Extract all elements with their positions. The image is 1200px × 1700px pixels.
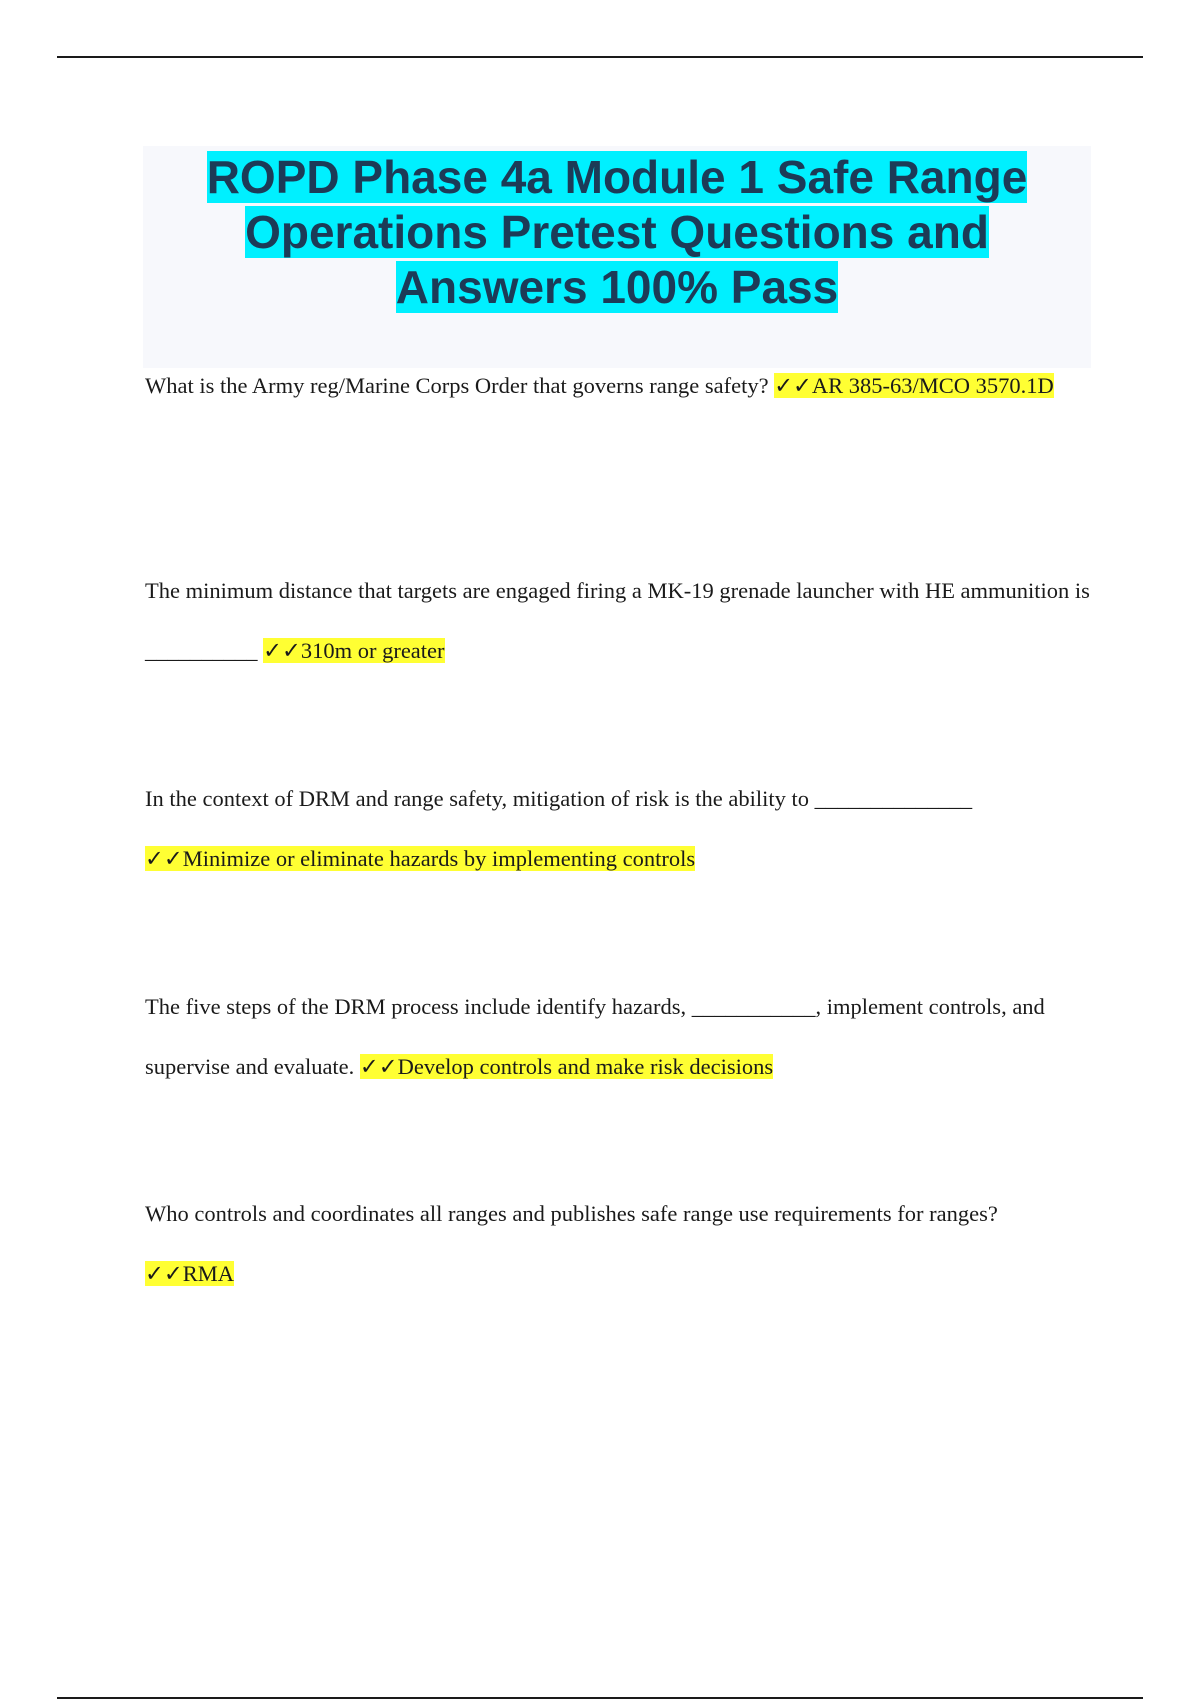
question-text: Who controls and coordinates all ranges and publishes safe range use requirements for ranges? xyxy=(145,1201,998,1226)
answer-highlight: ✓✓AR 385-63/MCO 3570.1D xyxy=(774,373,1054,398)
question-text: In the context of DRM and range safety, mitigation of risk is the ability to ______________ xyxy=(145,786,973,811)
answer-highlight: ✓✓Minimize or eliminate hazards by implementing controls xyxy=(145,846,696,871)
qa-item-4 xyxy=(145,977,1095,1097)
title-line-1: ROPD Phase 4a Module 1 Safe Range xyxy=(206,151,1028,203)
qa-item-2 xyxy=(145,561,1095,681)
title-line-3: Answers 100% Pass xyxy=(395,261,839,313)
question-text: The five steps of the DRM process include identify hazards, ___________, implement controls, and supervise and evaluate. xyxy=(145,994,1045,1079)
answer-highlight: ✓✓RMA xyxy=(145,1261,234,1286)
title-block xyxy=(143,146,1091,368)
bottom-rule xyxy=(57,1697,1143,1699)
qa-item-1 xyxy=(145,356,1095,416)
answer-highlight: ✓✓310m or greater xyxy=(263,638,445,663)
title-line-2: Operations Pretest Questions and xyxy=(245,206,989,258)
top-rule xyxy=(57,56,1143,58)
question-text: The minimum distance that targets are engaged firing a MK-19 grenade launcher with HE ammunition is __________ xyxy=(145,578,1090,663)
question-text: What is the Army reg/Marine Corps Order that governs range safety? xyxy=(145,373,775,398)
document-title xyxy=(143,150,1091,315)
answer-highlight: ✓✓Develop controls and make risk decisions xyxy=(359,1054,774,1079)
qa-item-3 xyxy=(145,769,1095,889)
qa-item-5 xyxy=(145,1184,1095,1304)
